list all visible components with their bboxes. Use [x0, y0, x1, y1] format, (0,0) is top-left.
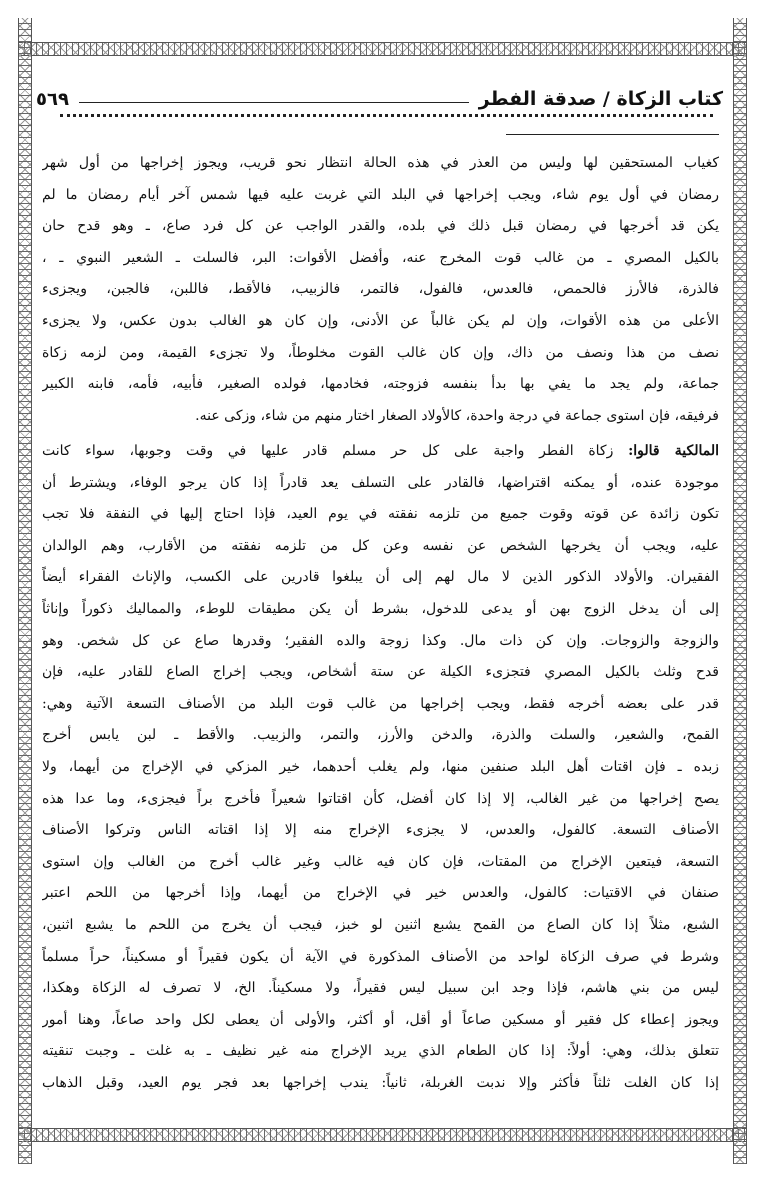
- running-header: [36, 78, 723, 112]
- text-line: ليس من بني هاشم، فإذا وجد ابن سبيل ليس فقيراً، ولا مسكيناً. الخ، لا تصرف له الزكاة وهكذا،: [42, 980, 719, 997]
- text-line: تتعلق بذلك، وهي: أولاً: إذا كان الطعام الذي يريد الإخراج منه غير نظيف ـ به غلت ـ وجبت تنقيته: [42, 1043, 719, 1060]
- text-line: موجودة عنده، أو يمكنه اقتراضها، فالقادر على التسلف يعد قادراً إذا كان يرجو الوفاء، ويشترط أن: [42, 474, 719, 491]
- text-line: فرفيقه، فإن استوى جماعة في درجة واحدة، كالأولاد الصغار اختار منهم من شاء، وزكى عنه.: [195, 407, 719, 424]
- text-line: كغياب المستحقين لها وليس من العذر في هذه الحالة انتظار نحو قريب، ويجوز إخراجها من أول شهر: [42, 155, 719, 171]
- text-line: قدر على بعضه أخرجه فقط، ويجب إخراجها من غالب قوت البلد من الأصناف التسعة الآتية وهي:: [42, 695, 719, 712]
- text-line: تكون زائدة عن قوته وقوت جميع من تلزمه نفقته في يوم العيد، فإذا احتاج إليها في النفقة فلا تجب: [42, 506, 719, 523]
- paragraph-malikiyya: [42, 436, 719, 1099]
- text-line: رمضان في أول يوم شاء، ويجب إخراجها في البلد التي غربت عليه فيها شمس آخر أيام رمضان ما لم: [42, 186, 719, 203]
- text-line: ويجوز إعطاء كل فقير أو مسكين صاعاً أو أقل، أو أكثر، والأولى أن يعطى لكل واحد صاعاً، وهنا أمور: [42, 1011, 719, 1028]
- text-line: صنفان في الاقتيات: كالفول، والعدس خير في الإخراج من أيهما، وإذا أخرجها من اللحم اعتبر: [42, 885, 719, 902]
- text-line: نصف من هذا ونصف من ذاك، وإن كان غالب القوت مخلوطاً، ولا تجزىء القيمة، ومن لزمه زكاة: [42, 344, 719, 361]
- text-line: قدح وثلث بالكيل المصري فتجزىء الكيلة عن ستة أشخاص، ويجب إخراج الصاع للقادر عليه، فإن: [42, 664, 719, 681]
- school-label: المالكية قالوا:: [628, 443, 719, 459]
- text-line: والزوجة والزوجات. وإن كن ذات مال. وكذا زوجة والده الفقير؛ وقدرها صاع عن كل شخص. وهو: [42, 632, 719, 649]
- text-line: التسعة، فيتعين الإخراج من المقتات، فإن كان فيه غالب وغير غالب أخرج من الغالب وإن استوى: [42, 853, 719, 870]
- text-line: الأصناف التسعة. كالفول، والعدس، لا يجزىء الإخراج منه إلا إذا اقتاته الناس وتركوا الأصناف: [42, 822, 719, 839]
- text-line: إذا كان الغلت ثلثاً فأكثر وإلا ندبت الغربلة، ثانياً: يندب إخراجها بعد فجر يوم العيد، وقبل الذهاب: [42, 1074, 719, 1091]
- text-line: [42, 436, 719, 468]
- ornamental-border-left: [18, 18, 32, 1164]
- text-run: زكاة الفطر واجبة على كل حر مسلم قادر عليها في وقت وجوبها، سواء كانت: [42, 443, 629, 459]
- text-line: إلى أن يدخل الزوج بهن أو يدعى للدخول، بشرط أن يكن مطيقات للوطء، والمماليك ذكوراً وإناثاً: [42, 600, 719, 617]
- text-line: يصح إخراجها من غير الغالب، إلا إذا كان أفضل، كأن اقتاتوا شعيراً فأخرج براً فيجزىء، وما عدا هذه: [42, 790, 719, 807]
- text-line: عليه، ويجب أن يخرجها الشخص عن نفسه وعن كل من تلزمه نفقته من الأقارب، وهم الوالدان: [42, 537, 719, 554]
- text-line: الفقيران. والأولاد الذكور الذين لا مال لهم إلى أن يبلغوا قادرين على الكسب، والإناث الفقراء أيضاً: [42, 569, 719, 586]
- text-line: زبده ـ فإن اقتات أهل البلد صنفين منها، ولم يغلب أحدهما، خير المزكي في الإخراج من أيهما، ولا: [42, 758, 719, 775]
- paragraph-continuation: [42, 148, 719, 432]
- text-line: جماعة، ولم يجد ما يفي بها بدأ بنفسه فزوجته، فخادمها، فولده الصغير، فأبيه، فأمه، فابنه الكبير: [42, 376, 719, 393]
- text-line: يكن قد أخرجها في رمضان قبل ذلك في بلده، والقدر الواجب عن كل فرد صاع، ـ وهو قدح حان: [42, 218, 719, 235]
- ornamental-border-right: [733, 18, 747, 1164]
- text-line: الأعلى من هذه الأقوات، وإن لم يكن غالباً عن الأدنى، وإن كان هو الغالب بدون عكس، ولا يجزىء: [42, 312, 719, 329]
- text-line: الشبع، مثلاً إذا كان الصاع من القمح يشبع اثنين لو خبز، فيجب أن يخرج من اللحم ما يشبع اثنين،: [42, 916, 719, 933]
- ornamental-border-bottom: [18, 1128, 747, 1142]
- text-line: وشرط في صرف الزكاة لواحد من الأصناف المذكورة في الآية أن يكون فقيراً أو مسكيناً، حراً مسلماً: [42, 948, 719, 965]
- text-line: فالذرة، فالأرز فالحمص، فالعدس، فالفول، فالتمر، فالزبيب، فالأقط، فاللبن، فالجبن، ويجزىء: [42, 281, 719, 298]
- section-rule: [506, 134, 719, 135]
- text-line: بالكيل المصري ـ من غالب قوت المخرج عنه، وأفضل الأقوات: البر، فالسلت ـ الشعير النبوي ـ ،: [42, 249, 719, 266]
- page-title: كتاب الزكاة / صدقة الفطر: [478, 88, 723, 110]
- header-rule: [79, 102, 469, 103]
- text-line: القمح، والشعير، والسلت والذرة، والدخن والأرز، والتمر، والزبيب. والأقط ـ لبن يابس أخرج: [42, 727, 719, 744]
- dotted-rule: [60, 114, 713, 117]
- ornamental-border-top: [18, 42, 747, 56]
- page-number: ٥٦٩: [36, 89, 69, 110]
